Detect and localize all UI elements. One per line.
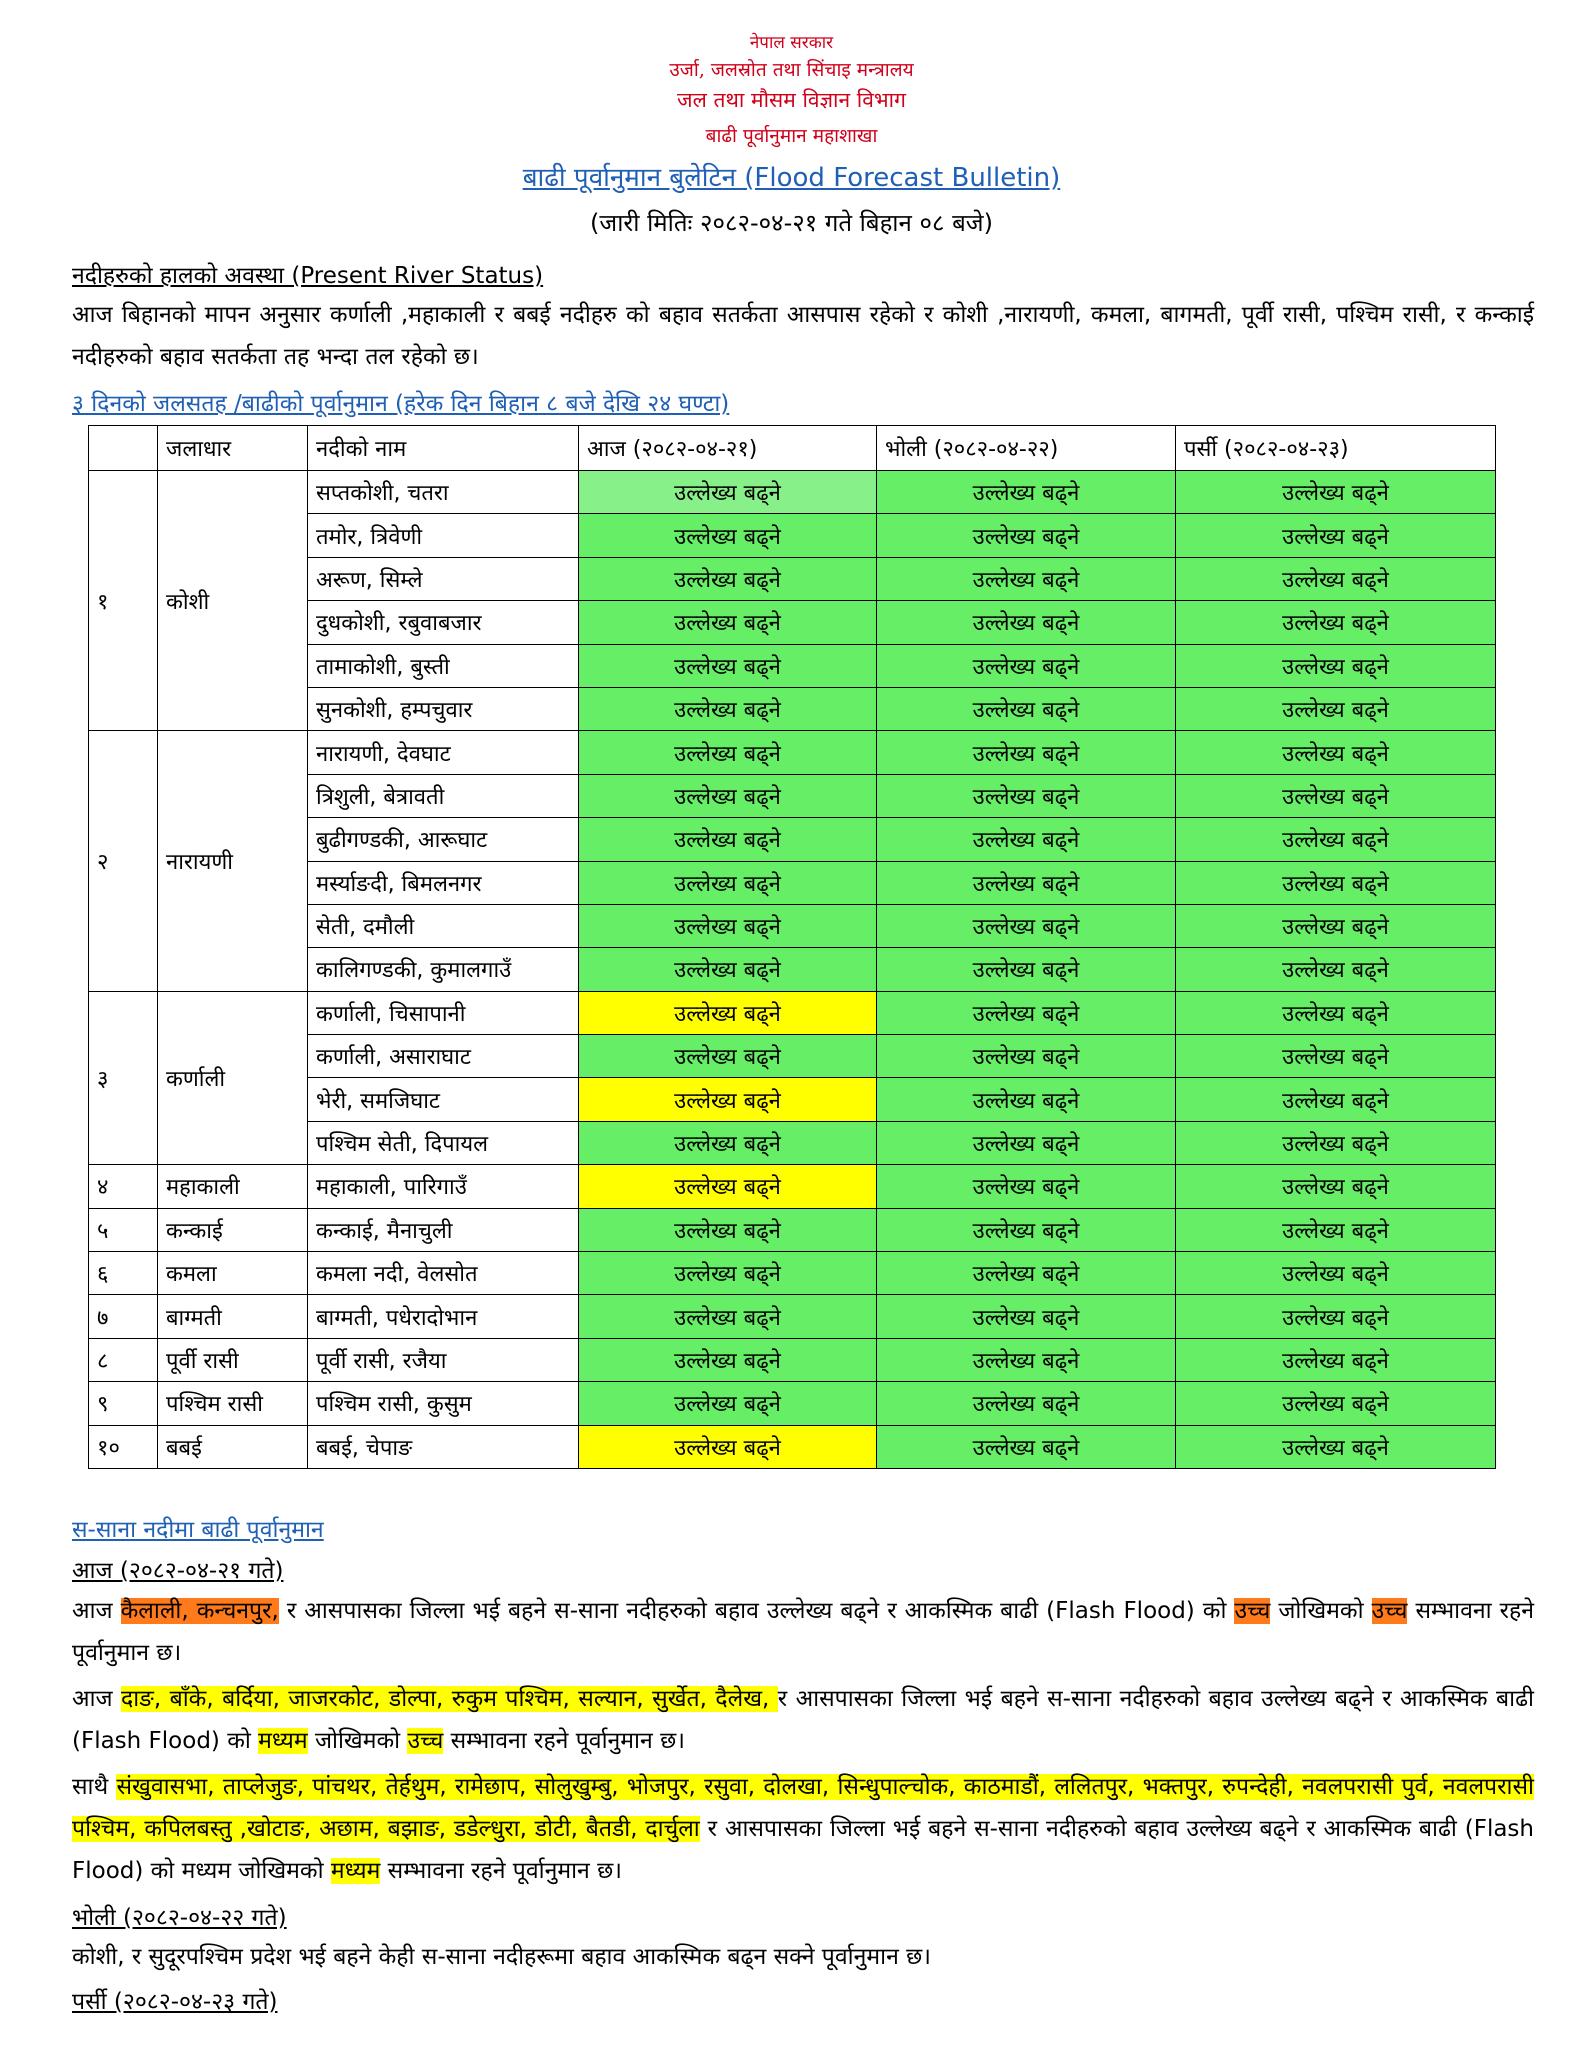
today-paragraph-2 xyxy=(72,1678,1534,1762)
p2-risk-highlight: मध्यम xyxy=(258,1728,308,1754)
forecast-tomorrow-cell: उल्लेख्य बढ्ने xyxy=(877,731,1176,774)
forecast-tomorrow-cell: उल्लेख्य बढ्ने xyxy=(877,471,1176,514)
gov-name: नेपाल सरकार xyxy=(749,33,834,53)
table-row xyxy=(89,1165,1496,1208)
river-station: पश्चिम रासी, कुसुम xyxy=(308,1382,579,1425)
forecast-today-cell: उल्लेख्य बढ्ने xyxy=(579,1338,877,1381)
forecast-today-cell: उल्लेख्य बढ्ने xyxy=(579,601,877,644)
basin-number: ५ xyxy=(89,1208,158,1251)
table-row xyxy=(89,471,1496,514)
forecast-tomorrow-cell: उल्लेख्य बढ्ने xyxy=(877,818,1176,861)
forecast-today-cell: उल्लेख्य बढ्ने xyxy=(579,1382,877,1425)
forecast-today-cell: उल्लेख्य बढ्ने xyxy=(579,1078,877,1121)
forecast-today-cell: उल्लेख्य बढ्ने xyxy=(579,1121,877,1164)
tomorrow-text: कोशी, र सुदूरपश्चिम प्रदेश भई बहने केही स-साना नदीहरूमा बहाव आकस्मिक बढ्न सक्ने पूर्वानुमान छ। xyxy=(72,1944,932,1970)
today-paragraph-1 xyxy=(72,1590,1534,1674)
basin-number: ४ xyxy=(89,1165,158,1208)
basin-number: ६ xyxy=(89,1252,158,1295)
basin-name: महाकाली xyxy=(158,1165,308,1208)
forecast-dayafter-cell: उल्लेख्य बढ्ने xyxy=(1176,1425,1496,1468)
bulletin-title: बाढी पूर्वानुमान बुलेटिन (Flood Forecast Bulletin) xyxy=(522,163,1061,193)
forecast-tomorrow-cell: उल्लेख्य बढ्ने xyxy=(877,1121,1176,1164)
forecast-dayafter-cell: उल्लेख्य बढ्ने xyxy=(1176,818,1496,861)
basin-name: कमला xyxy=(158,1252,308,1295)
forecast-today-cell: उल्लेख्य बढ्ने xyxy=(579,687,877,730)
river-station: बबई, चेपाङ xyxy=(308,1425,579,1468)
river-station: कर्णाली, चिसापानी xyxy=(308,991,579,1034)
forecast-dayafter-cell: उल्लेख्य बढ्ने xyxy=(1176,991,1496,1034)
dayafter-heading: पर्सी (२०८२-०४-२३ गते) xyxy=(72,1989,278,2015)
small-rivers-heading: स-साना नदीमा बाढी पूर्वानुमान xyxy=(72,1517,324,1543)
forecast-tomorrow-cell: उल्लेख्य बढ्ने xyxy=(877,687,1176,730)
ministry-name: उर्जा, जलस्रोत तथा सिंचाइ मन्त्रालय xyxy=(669,59,914,81)
river-station: सप्तकोशी, चतरा xyxy=(308,471,579,514)
table-row xyxy=(89,1295,1496,1338)
river-station: दुधकोशी, रबुवाबजार xyxy=(308,601,579,644)
forecast-dayafter-cell: उल्लेख्य बढ्ने xyxy=(1176,731,1496,774)
forecast-dayafter-cell: उल्लेख्य बढ्ने xyxy=(1176,471,1496,514)
river-station: कमला नदी, वेलसोत xyxy=(308,1252,579,1295)
p2-text-a: आज xyxy=(72,1686,122,1712)
p1-district-highlight: कैलाली, कन्चनपुर, xyxy=(120,1598,279,1624)
basin-number: ९ xyxy=(89,1382,158,1425)
p1-text-c: जोखिमको xyxy=(1270,1598,1372,1624)
forecast-dayafter-cell: उल्लेख्य बढ्ने xyxy=(1176,1078,1496,1121)
river-station: तामाकोशी, बुस्ती xyxy=(308,644,579,687)
basin-number: २ xyxy=(89,731,158,991)
basin-name: कन्काई xyxy=(158,1208,308,1251)
col-river-header: नदीको नाम xyxy=(308,426,579,471)
issue-date: (जारी मितिः २०८२-०४-२१ गते बिहान ०८ बजे) xyxy=(590,209,993,237)
p1-text-b: र आसपासका जिल्ला भई बहने स-साना नदीहरुको बहाव उल्लेख्य बढ्ने र आकस्मिक बाढी (Flash Flood) को xyxy=(278,1598,1235,1624)
forecast-today-cell: उल्लेख्य बढ्ने xyxy=(579,904,877,947)
table-row xyxy=(89,1208,1496,1251)
col-tomorrow-header: भोली (२०८२-०४-२२) xyxy=(877,426,1176,471)
p1-text-a: आज xyxy=(72,1598,121,1624)
forecast-tomorrow-cell: उल्लेख्य बढ्ने xyxy=(877,1295,1176,1338)
river-station: महाकाली, पारिगाउँ xyxy=(308,1165,579,1208)
basin-name: नारायणी xyxy=(158,731,308,991)
forecast-today-cell: उल्लेख्य बढ्ने xyxy=(579,948,877,991)
basin-number: १० xyxy=(89,1425,158,1468)
p3-district-highlight: संखुवासभा, ताप्लेजुङ, पांचथर, तेर्हथुम, रामेछाप, सोलुखुम्बु, भोजपुर, रसुवा, दोलखा, सिन्धुपाल्चोक, काठमाडौं, ललितपुर, भक्तपुर, रुपन्देही, नवलपरासी पुर्व, नवलपरासी पश्चिम, कपिलबस्तु ,खोटाङ, अछाम, बझाङ, डडेल्धुरा, डोटी, बैतडी, दार्चुला xyxy=(72,1774,1534,1842)
forecast-tomorrow-cell: उल्लेख्य बढ्ने xyxy=(877,774,1176,817)
forecast-dayafter-cell: उल्लेख्य बढ्ने xyxy=(1176,1338,1496,1381)
forecast-dayafter-cell: उल्लेख्य बढ्ने xyxy=(1176,557,1496,600)
col-today-header: आज (२०८२-०४-२१) xyxy=(579,426,877,471)
river-station: तमोर, त्रिवेणी xyxy=(308,514,579,557)
forecast-tomorrow-cell: उल्लेख्य बढ्ने xyxy=(877,991,1176,1034)
forecast-today-cell: उल्लेख्य बढ्ने xyxy=(579,471,877,514)
forecast-tomorrow-cell: उल्लेख्य बढ्ने xyxy=(877,904,1176,947)
forecast-today-cell: उल्लेख्य बढ्ने xyxy=(579,818,877,861)
p3-probability-highlight: मध्यम xyxy=(330,1858,381,1884)
table-row xyxy=(89,991,1496,1034)
forecast-tomorrow-cell: उल्लेख्य बढ्ने xyxy=(877,948,1176,991)
forecast-today-cell: उल्लेख्य बढ्ने xyxy=(579,991,877,1034)
table-row xyxy=(89,1338,1496,1381)
table-row xyxy=(89,1382,1496,1425)
forecast-today-cell: उल्लेख्य बढ्ने xyxy=(579,1425,877,1468)
forecast-dayafter-cell: उल्लेख्य बढ्ने xyxy=(1176,687,1496,730)
river-station: कर्णाली, असाराघाट xyxy=(308,1035,579,1078)
river-station: अरूण, सिम्ले xyxy=(308,557,579,600)
forecast-tomorrow-cell: उल्लेख्य बढ्ने xyxy=(877,1035,1176,1078)
forecast-tomorrow-cell: उल्लेख्य बढ्ने xyxy=(877,1338,1176,1381)
forecast-dayafter-cell: उल्लेख्य बढ्ने xyxy=(1176,644,1496,687)
p2-probability-highlight: उच्च xyxy=(407,1728,444,1754)
forecast-dayafter-cell: उल्लेख्य बढ्ने xyxy=(1176,1252,1496,1295)
forecast-tomorrow-cell: उल्लेख्य बढ्ने xyxy=(877,861,1176,904)
basin-number: ७ xyxy=(89,1295,158,1338)
forecast-dayafter-cell: उल्लेख्य बढ्ने xyxy=(1176,904,1496,947)
basin-name: पूर्वी रासी xyxy=(158,1338,308,1381)
forecast-dayafter-cell: उल्लेख्य बढ्ने xyxy=(1176,1295,1496,1338)
forecast-dayafter-cell: उल्लेख्य बढ्ने xyxy=(1176,601,1496,644)
river-station: मर्स्याङदी, बिमलनगर xyxy=(308,861,579,904)
basin-number: १ xyxy=(89,471,158,731)
forecast-dayafter-cell: उल्लेख्य बढ्ने xyxy=(1176,1208,1496,1251)
department-name: जल तथा मौसम विज्ञान विभाग xyxy=(677,88,906,112)
forecast-today-cell: उल्लेख्य बढ्ने xyxy=(579,1035,877,1078)
forecast-dayafter-cell: उल्लेख्य बढ्ने xyxy=(1176,1035,1496,1078)
division-name: बाढी पूर्वानुमान महाशाखा xyxy=(705,125,878,147)
forecast-table xyxy=(88,425,1496,1469)
forecast-tomorrow-cell: उल्लेख्य बढ्ने xyxy=(877,557,1176,600)
forecast-today-cell: उल्लेख्य बढ्ने xyxy=(579,1208,877,1251)
forecast-today-cell: उल्लेख्य बढ्ने xyxy=(579,774,877,817)
forecast-dayafter-cell: उल्लेख्य बढ्ने xyxy=(1176,1165,1496,1208)
river-station: त्रिशुली, बेत्रावती xyxy=(308,774,579,817)
forecast-today-cell: उल्लेख्य बढ्ने xyxy=(579,644,877,687)
table-row xyxy=(89,731,1496,774)
forecast-dayafter-cell: उल्लेख्य बढ्ने xyxy=(1176,948,1496,991)
forecast-today-cell: उल्लेख्य बढ्ने xyxy=(579,861,877,904)
basin-name: पश्चिम रासी xyxy=(158,1382,308,1425)
p2-text-d: सम्भावना रहने पूर्वानुमान छ। xyxy=(443,1728,685,1754)
forecast-today-cell: उल्लेख्य बढ्ने xyxy=(579,731,877,774)
river-station: नारायणी, देवघाट xyxy=(308,731,579,774)
forecast-tomorrow-cell: उल्लेख्य बढ्ने xyxy=(877,514,1176,557)
p2-text-c: जोखिमको xyxy=(307,1728,408,1754)
p1-probability-highlight: उच्च xyxy=(1371,1598,1408,1624)
p1-text-d: सम्भावना रहने पूर्वानुमान छ। xyxy=(72,1598,1534,1666)
col-number-header xyxy=(89,426,158,471)
basin-name: कर्णाली xyxy=(158,991,308,1165)
forecast-heading: ३ दिनको जलसतह /बाढीको पूर्वानुमान (हरेक दिन बिहान ८ बजे देखि २४ घण्टा) xyxy=(72,391,730,417)
forecast-tomorrow-cell: उल्लेख्य बढ्ने xyxy=(877,1078,1176,1121)
river-station: पूर्वी रासी, रजैया xyxy=(308,1338,579,1381)
forecast-dayafter-cell: उल्लेख्य बढ्ने xyxy=(1176,774,1496,817)
forecast-tomorrow-cell: उल्लेख्य बढ्ने xyxy=(877,1165,1176,1208)
col-basin-header: जलाधार xyxy=(158,426,308,471)
basin-name: बबई xyxy=(158,1425,308,1468)
table-row xyxy=(89,1252,1496,1295)
col-dayafter-header: पर्सी (२०८२-०४-२३) xyxy=(1176,426,1496,471)
forecast-tomorrow-cell: उल्लेख्य बढ्ने xyxy=(877,1208,1176,1251)
p3-text-b: र आसपासका जिल्ला भई बहने स-साना नदीहरुको बहाव उल्लेख्य बढ्ने र आकस्मिक बाढी (Flash Flood) को मध्यम जोखिमको xyxy=(72,1816,1534,1884)
forecast-today-cell: उल्लेख्य बढ्ने xyxy=(579,514,877,557)
forecast-dayafter-cell: उल्लेख्य बढ्ने xyxy=(1176,861,1496,904)
forecast-today-cell: उल्लेख्य बढ्ने xyxy=(579,1165,877,1208)
p3-text-c: सम्भावना रहने पूर्वानुमान छ। xyxy=(380,1858,622,1884)
river-station: पश्चिम सेती, दिपायल xyxy=(308,1121,579,1164)
p3-text-a: साथै xyxy=(72,1774,117,1800)
river-station: बुढीगण्डकी, आरूघाट xyxy=(308,818,579,861)
table-row xyxy=(89,1425,1496,1468)
table-header-row xyxy=(89,426,1496,471)
p2-text-b: र आसपासका जिल्ला भई बहने स-साना नदीहरुको बहाव उल्लेख्य बढ्ने र आकस्मिक बाढी (Flash Flood) को xyxy=(72,1686,1534,1754)
today-paragraph-3 xyxy=(72,1766,1534,1892)
present-status-heading: नदीहरुको हालको अवस्था (Present River Status) xyxy=(72,263,544,289)
forecast-dayafter-cell: उल्लेख्य बढ्ने xyxy=(1176,1121,1496,1164)
river-station: सेती, दमौली xyxy=(308,904,579,947)
basin-number: ८ xyxy=(89,1338,158,1381)
forecast-dayafter-cell: उल्लेख्य बढ्ने xyxy=(1176,1382,1496,1425)
basin-name: कोशी xyxy=(158,471,308,731)
forecast-dayafter-cell: उल्लेख्य बढ्ने xyxy=(1176,514,1496,557)
river-station: बाग्मती, पधेरादोभान xyxy=(308,1295,579,1338)
present-status-text: आज बिहानको मापन अनुसार कर्णाली ,महाकाली र बबई नदीहरु को बहाव सतर्कता आसपास रहेको र कोशी ,नारायणी, कमला, बागमती, पूर्वी रासी, पश्चिम रासी, र कन्काई नदीहरुको बहाव सतर्कता तह भन्दा तल रहेको छ। xyxy=(72,302,1534,370)
forecast-today-cell: उल्लेख्य बढ्ने xyxy=(579,1252,877,1295)
forecast-tomorrow-cell: उल्लेख्य बढ्ने xyxy=(877,1425,1176,1468)
basin-number: ३ xyxy=(89,991,158,1165)
forecast-tomorrow-cell: उल्लेख्य बढ्ने xyxy=(877,644,1176,687)
forecast-tomorrow-cell: उल्लेख्य बढ्ने xyxy=(877,601,1176,644)
river-station: सुनकोशी, हम्पचुवार xyxy=(308,687,579,730)
basin-name: बाग्मती xyxy=(158,1295,308,1338)
forecast-today-cell: उल्लेख्य बढ्ने xyxy=(579,1295,877,1338)
forecast-tomorrow-cell: उल्लेख्य बढ्ने xyxy=(877,1252,1176,1295)
tomorrow-heading: भोली (२०८२-०४-२२ गते) xyxy=(72,1905,287,1931)
p1-risk-highlight: उच्च xyxy=(1234,1598,1271,1624)
forecast-today-cell: उल्लेख्य बढ्ने xyxy=(579,557,877,600)
river-station: कालिगण्डकी, कुमालगाउँ xyxy=(308,948,579,991)
river-station: कन्काई, मैनाचुली xyxy=(308,1208,579,1251)
forecast-tomorrow-cell: उल्लेख्य बढ्ने xyxy=(877,1382,1176,1425)
p2-district-highlight: दाङ, बाँके, बर्दिया, जाजरकोट, डोल्पा, रुकुम पश्चिम, सल्यान, सुर्खेत, दैलेख, xyxy=(121,1686,778,1712)
today-heading: आज (२०८२-०४-२१ गते) xyxy=(72,1558,284,1584)
river-station: भेरी, समजिघाट xyxy=(308,1078,579,1121)
